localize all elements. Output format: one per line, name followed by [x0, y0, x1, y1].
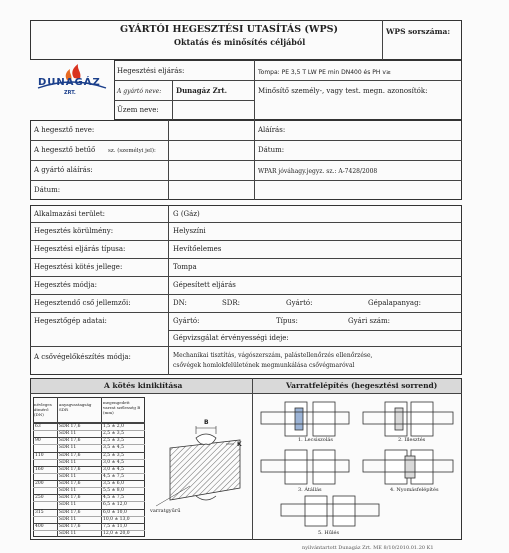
table-cell: SDR 11 [59, 445, 77, 451]
diagram-label-b: B [204, 419, 209, 426]
table-cell: 3,0 ± 4,5 [103, 459, 124, 465]
document-subtitle: Oktatás és minősítés céljából [174, 37, 306, 47]
prep-label: A csővégelőkészítés módja: [34, 353, 131, 361]
diagram-label-bead: varratgyűrű [150, 508, 181, 514]
machine-serial-label: Gyári szám: [348, 317, 390, 325]
prep-value-line1: Mechanikai tisztítás, vágószerszám, palástellenőrzés ellenőrzése, [173, 352, 373, 359]
welder-name-label: A hegesztő neve: [34, 126, 95, 134]
footer-text: nyilvántartott Dunagáz Zrt. ME 8/10/2010.01.20 K1 [302, 545, 434, 551]
pipe-rawmat-label: Gépalapanyag: [368, 299, 421, 307]
table-cell: 2,5 ± 3,5 [103, 438, 124, 444]
table-row-separator [33, 459, 145, 460]
table-cell: SDR 11 [59, 530, 77, 536]
machine-check-label: Gépvizsgálat érvényességi ideje: [173, 334, 289, 342]
diagram-label-k: K [237, 441, 242, 448]
joint-type-value: Tompa [173, 263, 197, 271]
welder-id-label: A hegesztő betűő [34, 146, 96, 154]
table-cell: 2,5 ± 3,5 [103, 452, 124, 458]
table-cell: 4,5 ± 7,5 [103, 495, 124, 501]
table-row-separator [33, 501, 145, 502]
table-cell: SDR 11 [59, 502, 77, 508]
table-cell: 400 [35, 523, 44, 529]
step-4-label: 4. Nyomásfelépítés [390, 487, 439, 493]
logo-suffix: ZRT. [64, 90, 76, 96]
machine-type-label: Típus: [276, 317, 298, 325]
machine-label: Hegesztőgép adatai: [34, 317, 107, 325]
table-cell: 5,5 ± 8,0 [103, 488, 124, 494]
table-row-separator [33, 480, 145, 481]
table-header-dn: névleges átmérő (DN) [34, 402, 52, 417]
table-cell: 63 [35, 424, 41, 429]
table-cell: SDR 17,6 [59, 509, 81, 515]
table-cell: SDR 11 [59, 488, 77, 494]
conditions-value: Helyszíni [173, 227, 206, 235]
table-cell: 110 [35, 452, 44, 458]
manufacturer-value: Dunagáz Zrt. [176, 86, 228, 95]
process-type-value: Hevítőelemes [173, 245, 222, 253]
pipe-sdr-label: SDR: [222, 299, 241, 307]
table-cell: SDR 17,6 [59, 438, 81, 444]
left-section-title: A kötés kinikiítása [104, 381, 183, 390]
table-cell: 90 [35, 438, 41, 444]
table-cell: SDR 17,6 [59, 481, 81, 486]
prep-value-line2: csővégek homlokfelületének megmunkálása csővégmaróval [173, 362, 355, 369]
table-row-separator [33, 437, 145, 438]
qualified-person-label: Minősítő személy-, vagy test. megn. azonosítók: [258, 87, 428, 95]
table-header-sdr: anyagvastagság SDR [59, 402, 92, 412]
welding-sequence-diagram [255, 396, 460, 536]
welder-id-small-label: sz. (személyi jel): [108, 148, 156, 154]
manufacturer-label: A gyártó neve: [117, 88, 162, 95]
conditions-label: Hegesztés körülmény: [34, 227, 114, 235]
table-cell: 200 [35, 481, 44, 486]
welding-process-value: Tompa: PE 3,5 T LW PE min DN400 és PH v≥ [258, 69, 391, 76]
table-cell: 12,0 ± 20,0 [103, 530, 130, 536]
step-5-label: 5. Hűlés [318, 530, 340, 536]
table-row-separator [33, 523, 145, 524]
joint-cross-section-diagram [150, 408, 245, 518]
step-3-label: 3. Átállás [298, 487, 322, 493]
step-2-label: 2. Illesztés [398, 437, 426, 443]
table-body [33, 423, 145, 537]
table-cell: 7,5 ± 11,0 [103, 523, 127, 529]
table-cell: 3,0 ± 4,5 [103, 466, 124, 472]
table-cell: SDR 11 [59, 459, 77, 465]
application-area-label: Alkalmazási terület: [34, 210, 106, 218]
table-cell: SDR 17,6 [59, 523, 81, 529]
welding-method-value: Gépesített eljárás [173, 281, 236, 289]
right-section-title: Varratfelépítés (hegesztési sorrend) [286, 381, 438, 390]
pipe-dn-label: DN: [173, 299, 187, 307]
joint-type-label: Hegesztési kötés jellege: [34, 263, 123, 271]
table-cell: SDR 17,6 [59, 452, 81, 458]
table-row-separator [33, 487, 145, 488]
table-row-separator [33, 509, 145, 510]
table-cell: 4,5 ± 7,5 [103, 473, 124, 479]
manufacturer-signature-label: A gyártó aláírás: [34, 166, 93, 174]
company-logo [34, 62, 110, 122]
welding-process-label: Hegesztési eljárás: [117, 67, 185, 75]
pipe-maker-label: Gyártó: [286, 299, 313, 307]
table-cell: SDR 11 [59, 516, 77, 522]
plant-label: Üzem neve: [117, 106, 159, 114]
table-header-width: megengedett varrat szélesség B (mm) [103, 400, 141, 415]
step-1-label: 1. Lecsiszolás [298, 437, 333, 443]
pipe-data-label: Hegesztendő cső jellemzői: [34, 299, 131, 307]
machine-maker-label: Gyártó: [173, 317, 200, 325]
table-row-separator [33, 423, 145, 424]
welding-method-label: Hegesztés módja: [34, 281, 97, 289]
date-label-2: Dátum: [34, 186, 61, 194]
table-cell: 6,5 ± 12,0 [103, 502, 127, 508]
table-cell: 2,5 ± 3,5 [103, 431, 124, 437]
table-cell: 10,0 ± 13,0 [103, 516, 130, 522]
table-cell: 315 [35, 509, 44, 515]
table-row-separator [33, 444, 145, 445]
document-title: GYÁRTÓI HEGESZTÉSI UTASÍTÁS (WPS) [120, 24, 339, 35]
table-row-separator [33, 430, 145, 431]
wps-number-label: WPS sorszáma: [386, 27, 451, 36]
table-cell: 1,5 ± 2,0 [103, 424, 124, 429]
logo-name: DUNAGÁZ [38, 77, 101, 88]
table-cell: SDR 17,6 [59, 466, 81, 472]
table-cell: SDR 17,6 [59, 424, 81, 429]
application-area-value: G (Gáz) [173, 210, 200, 218]
table-cell: 3,5 ± 4,5 [103, 445, 124, 451]
table-cell: 160 [35, 466, 44, 472]
table-row-separator [33, 494, 145, 495]
date-label-1: Dátum: [258, 146, 285, 154]
table-row-separator [33, 452, 145, 453]
table-cell: SDR 17,6 [59, 495, 81, 501]
table-cell: SDR 11 [59, 431, 77, 437]
table-cell: 250 [35, 495, 44, 501]
table-cell: SDR 11 [59, 473, 77, 479]
wpar-label: WPAR jóváhagy.jegyz. sz.: A-7428/2008 [258, 168, 378, 175]
table-row-separator [33, 473, 145, 474]
signature-label: Aláírás: [258, 126, 286, 134]
process-type-label: Hegesztési eljárás típusa: [34, 245, 126, 253]
table-row-separator [33, 466, 145, 467]
table-cell: 6,0 ± 10,0 [103, 509, 127, 515]
table-cell: 3,5 ± 6,0 [103, 481, 124, 486]
